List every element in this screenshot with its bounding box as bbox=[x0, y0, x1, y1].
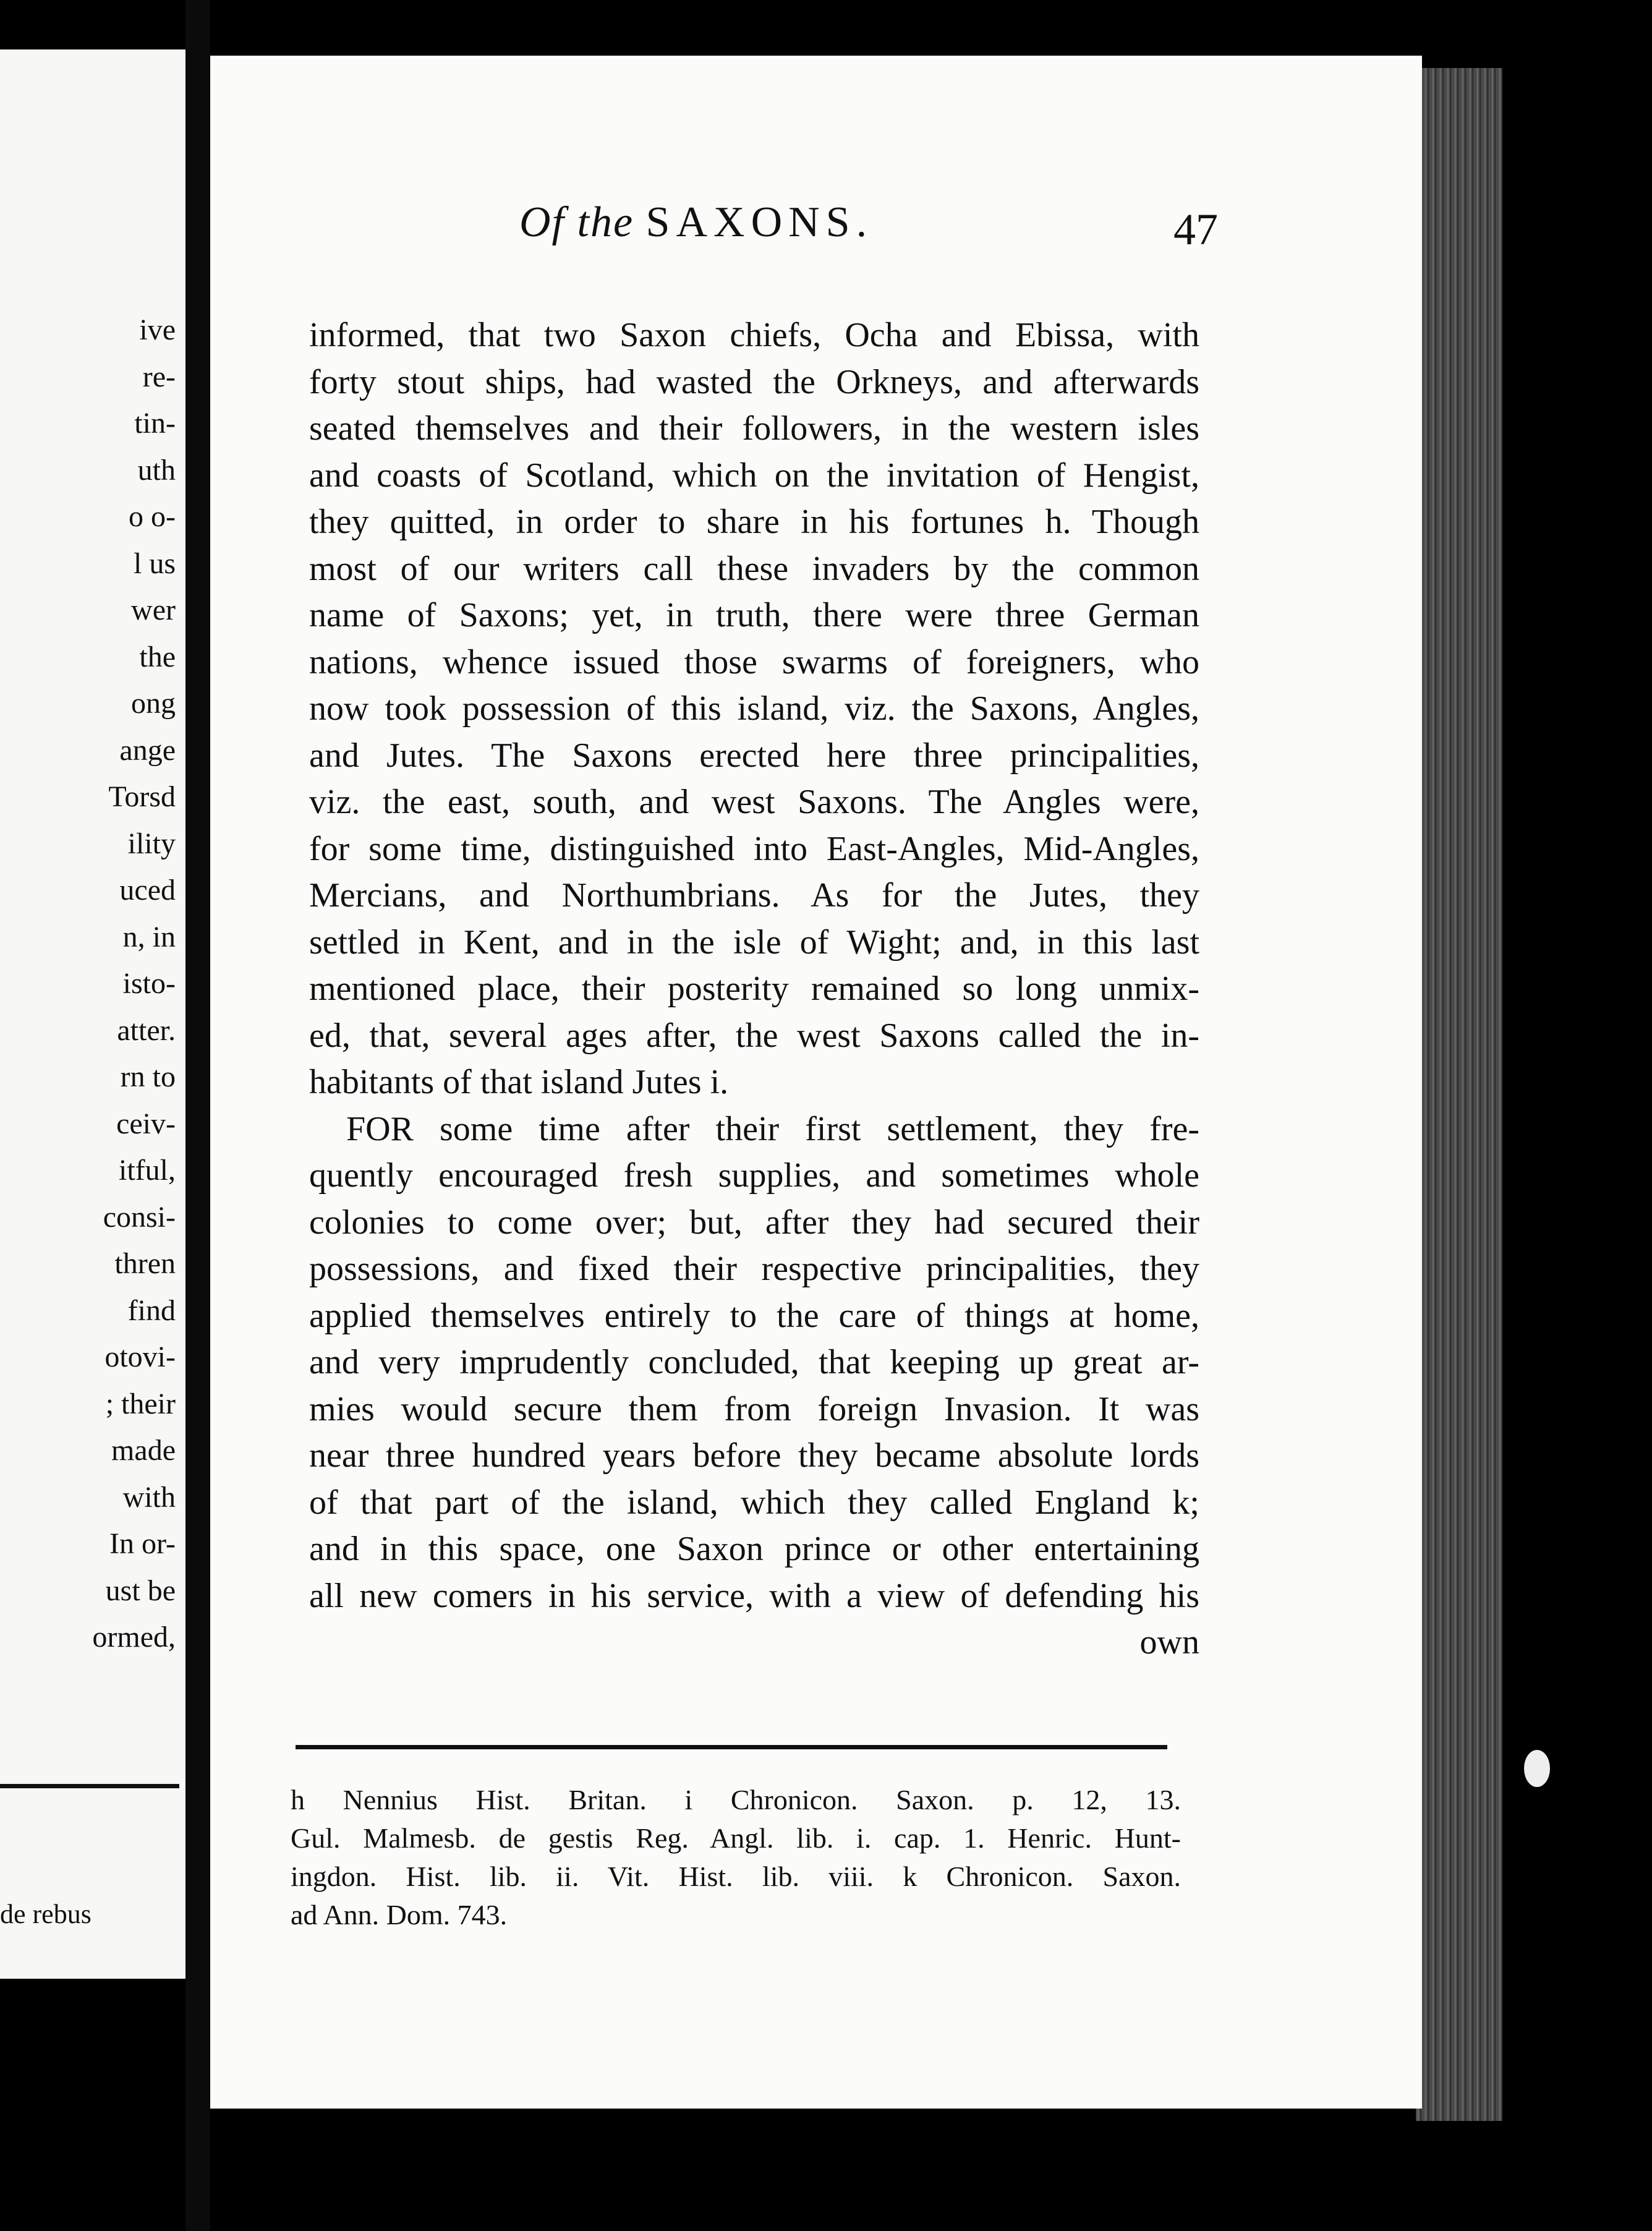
left-page-line: consi- bbox=[103, 1200, 176, 1234]
text-line: ed, that, several ages after, the west Saxons called the in- bbox=[309, 1016, 1199, 1055]
text-line: name of Saxons; yet, in truth, there were three German bbox=[309, 596, 1199, 634]
footnote-line: ingdon. Hist. lib. ii. Vit. Hist. lib. viii. k Chronicon. Saxon. bbox=[291, 1861, 1181, 1892]
page-edges bbox=[1416, 68, 1502, 2121]
text-line: of that part of the island, which they called England k; bbox=[309, 1483, 1199, 1522]
text-line: mies would secure them from foreign Invasion. It was bbox=[309, 1389, 1199, 1428]
text-line: near three hundred years before they became absolute lords bbox=[309, 1436, 1199, 1475]
left-page-line: with bbox=[122, 1480, 176, 1514]
left-page-line: ; their bbox=[105, 1387, 176, 1420]
text-line: forty stout ships, had wasted the Orkneys, and afterwards bbox=[309, 362, 1199, 401]
text-line: mentioned place, their posterity remained so long unmix- bbox=[309, 970, 1199, 1008]
text-line: seated themselves and their followers, in the western isles bbox=[309, 409, 1199, 448]
text-line: for some time, distinguished into East-Angles, Mid-Angles, bbox=[309, 829, 1199, 868]
left-footnote-rule bbox=[0, 1784, 179, 1788]
left-page-line: otovi- bbox=[104, 1341, 176, 1373]
running-title-italic: Of the bbox=[519, 198, 634, 246]
left-page-line: n, in bbox=[122, 920, 176, 953]
text-line: own bbox=[1139, 1623, 1199, 1662]
text-line: FOR some time after their first settlement, they fre- bbox=[346, 1109, 1199, 1148]
left-page-line: o o- bbox=[129, 500, 176, 533]
left-page-line: tin- bbox=[134, 407, 176, 440]
footnote-line: ad Ann. Dom. 743. bbox=[291, 1899, 508, 1930]
left-page-line: isto- bbox=[122, 967, 176, 1000]
text-line: now took possession of this island, viz. the Saxons, Angles, bbox=[309, 689, 1199, 728]
text-line: they quitted, in order to share in his fortunes h. Though bbox=[309, 503, 1199, 541]
text-line: and very imprudently concluded, that keeping up great ar- bbox=[309, 1343, 1199, 1381]
text-line: possessions, and fixed their respective principalities, they bbox=[309, 1250, 1199, 1288]
left-page-line: re- bbox=[142, 360, 176, 393]
footnotes bbox=[291, 1781, 1181, 1934]
left-page-line: uth bbox=[137, 453, 176, 487]
text-line: and Jutes. The Saxons erected here three principalities, bbox=[309, 736, 1199, 775]
left-page-line: atter. bbox=[117, 1013, 176, 1047]
left-page-line: uced bbox=[119, 874, 176, 906]
left-page-line: ange bbox=[119, 733, 176, 767]
footnote-rule bbox=[296, 1745, 1167, 1749]
left-footnote-fragment: de rebus bbox=[0, 1899, 92, 1929]
text-line: viz. the east, south, and west Saxons. The Angles were, bbox=[309, 783, 1199, 821]
text-line: habitants of that island Jutes i. bbox=[309, 1063, 729, 1101]
left-page-line: ong bbox=[131, 687, 176, 720]
footnote-line: Gul. Malmesb. de gestis Reg. Angl. lib. i. cap. 1. Henric. Hunt- bbox=[291, 1822, 1181, 1854]
footnote-line: h Nennius Hist. Britan. i Chronicon. Saxon. p. 12, 13. bbox=[291, 1784, 1181, 1815]
left-page-line: wer bbox=[131, 594, 176, 626]
left-page-fragment bbox=[0, 49, 192, 1979]
text-line: all new comers in his service, with a view of defending his bbox=[309, 1576, 1199, 1615]
left-page-line: ceiv- bbox=[116, 1107, 176, 1140]
text-line: nations, whence issued those swarms of foreigners, who bbox=[309, 642, 1199, 681]
left-page-line: ility bbox=[127, 827, 176, 860]
running-title bbox=[519, 198, 873, 247]
text-line: and coasts of Scotland, which on the invitation of Hengist, bbox=[309, 456, 1199, 495]
page-number: 47 bbox=[1173, 205, 1218, 254]
running-title-caps: SAXONS. bbox=[645, 198, 874, 246]
text-line: settled in Kent, and in the isle of Wight; and, in this last bbox=[309, 923, 1199, 962]
text-line: colonies to come over; but, after they had secured their bbox=[309, 1203, 1199, 1242]
left-page-line: rn to bbox=[120, 1060, 176, 1093]
text-line: quently encouraged fresh supplies, and sometimes whole bbox=[309, 1156, 1199, 1195]
left-page-line: Torsd bbox=[108, 780, 176, 813]
book-gutter bbox=[185, 0, 210, 2231]
left-page-line: ormed, bbox=[92, 1621, 176, 1653]
running-head bbox=[315, 179, 1218, 260]
body-text bbox=[309, 312, 1199, 1666]
left-page-line: In or- bbox=[109, 1527, 176, 1560]
text-line: applied themselves entirely to the care of things at home, bbox=[309, 1296, 1199, 1335]
text-line: Mercians, and Northumbrians. As for the Jutes, they bbox=[309, 876, 1199, 915]
left-page-line: thren bbox=[114, 1247, 176, 1280]
left-page-line: made bbox=[111, 1434, 176, 1467]
left-page-line: find bbox=[127, 1294, 176, 1327]
text-line: most of our writers call these invaders by the common bbox=[309, 549, 1199, 588]
text-line: informed, that two Saxon chiefs, Ocha and Ebissa, with bbox=[309, 316, 1199, 354]
left-page-line: the bbox=[139, 640, 176, 673]
left-page-line: ive bbox=[139, 314, 176, 346]
left-page-line: l us bbox=[133, 547, 176, 580]
left-page-line: ust be bbox=[105, 1574, 176, 1607]
text-line: and in this space, one Saxon prince or other entertaining bbox=[309, 1530, 1199, 1568]
page-speck bbox=[1524, 1750, 1550, 1787]
left-page-line: itful, bbox=[119, 1154, 176, 1187]
